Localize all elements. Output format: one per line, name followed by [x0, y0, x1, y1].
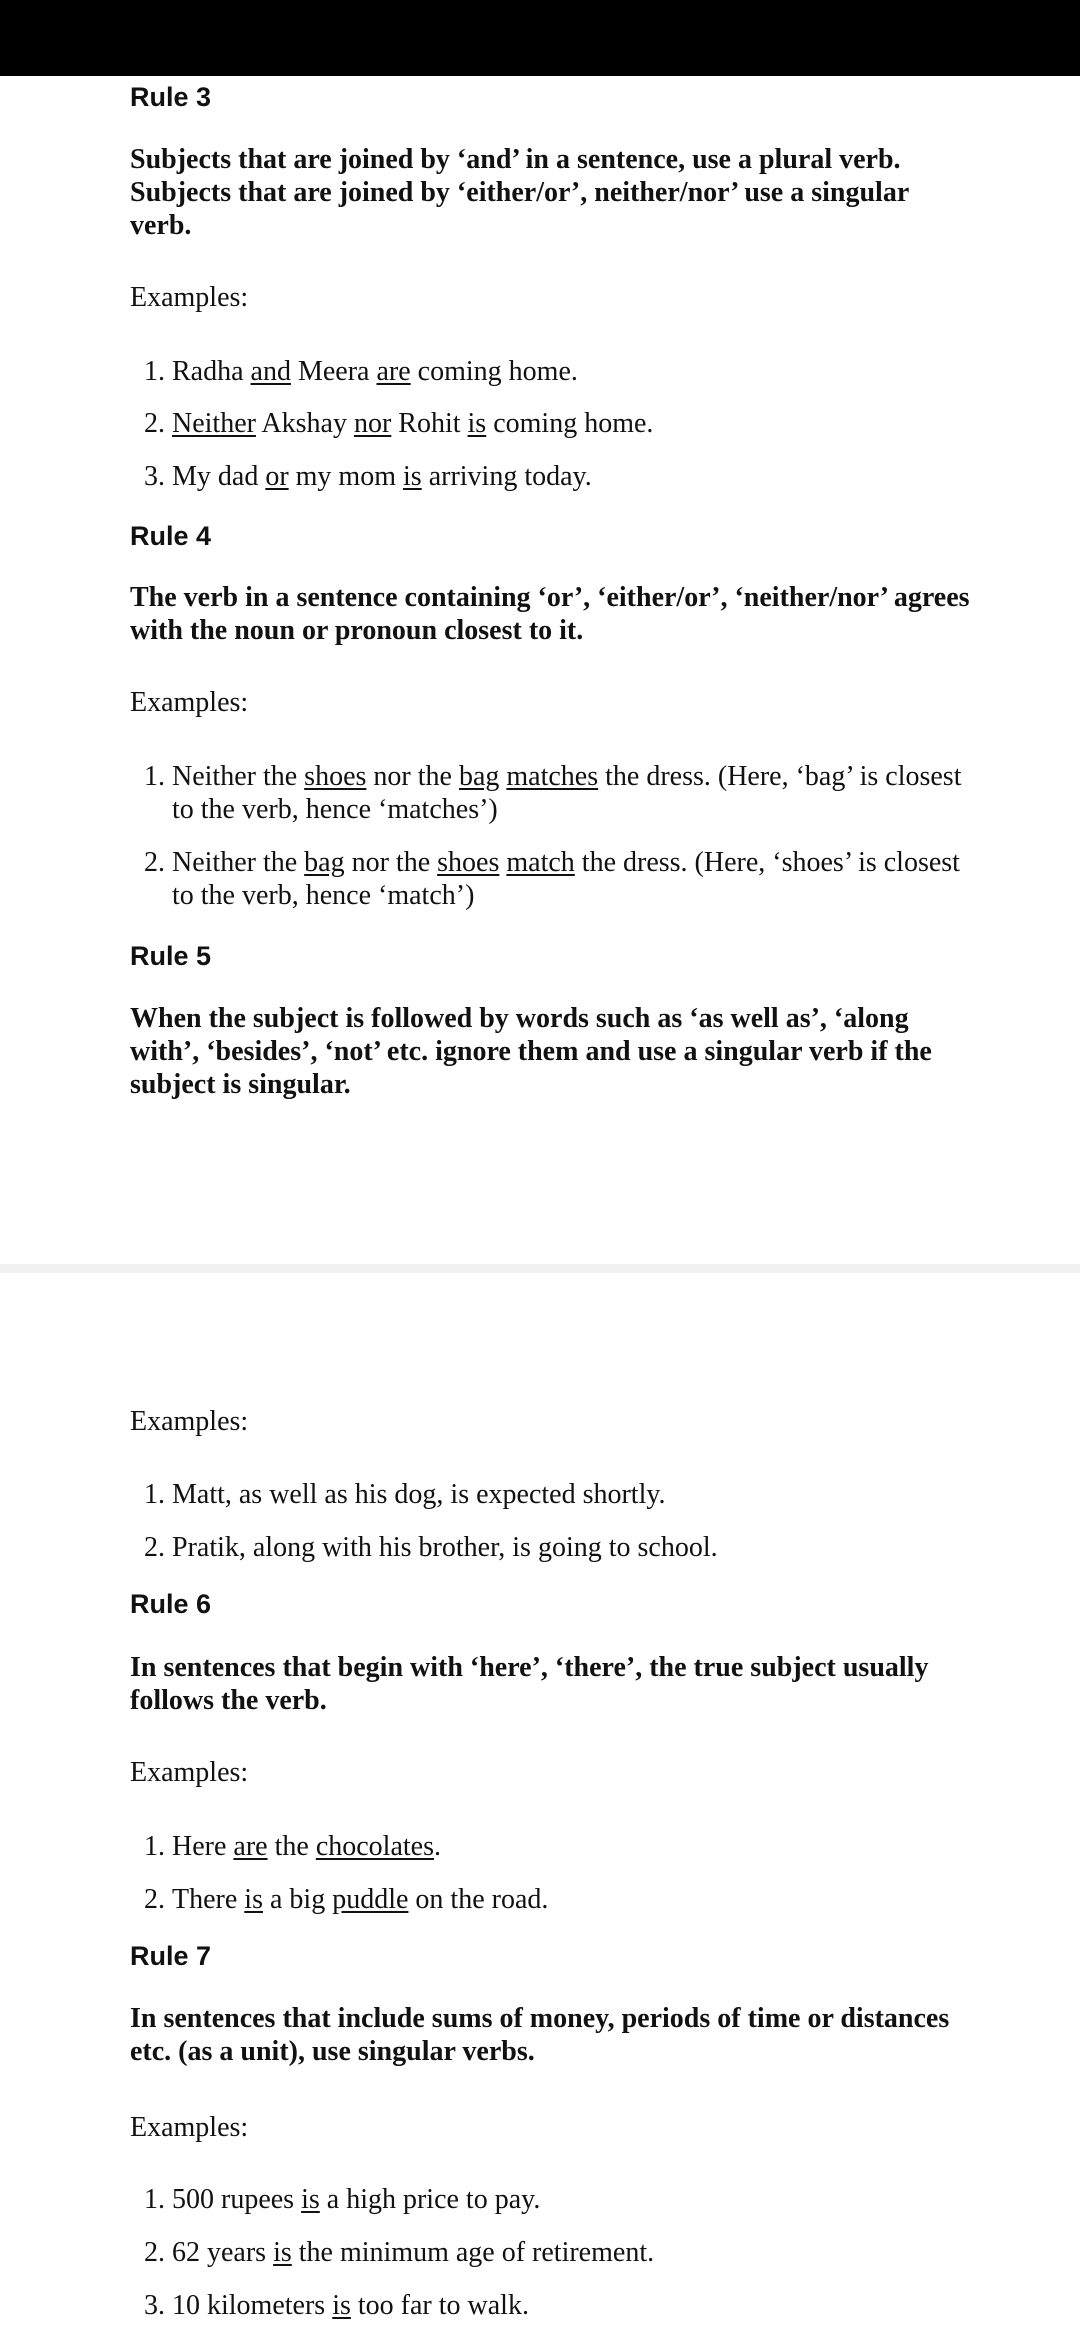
rule-6-section: [130, 1587, 970, 1621]
underlined-word: bag: [304, 847, 345, 878]
rule-statement: Subjects that are joined by ‘and’ in a sentence, use a plural verb. Subjects that are joined by ‘either/or’, neither/nor’ use a singular verb.: [130, 144, 909, 241]
underlined-word: is: [244, 1884, 263, 1915]
examples-list: [130, 355, 970, 493]
underlined-word: is: [301, 2184, 320, 2215]
underlined-word: and: [250, 356, 291, 387]
example-item: 1. Here are the chocolates.: [172, 1830, 970, 1883]
underlined-word: bag: [458, 761, 500, 792]
rule-statement: In sentences that include sums of money, periods of time or distances etc. (as a unit), use singular verbs.: [130, 2003, 950, 2067]
underlined-word: nor: [353, 408, 392, 439]
rule-4-examples-wrap: [130, 760, 970, 912]
rule-4-section: [130, 519, 970, 553]
rule-6-statement-wrap: [130, 1651, 970, 1717]
rule-heading: Rule 5: [130, 941, 212, 971]
examples-label: Examples:: [130, 1406, 249, 1437]
rule-4-statement-wrap: [130, 581, 970, 647]
examples-list: [130, 2183, 970, 2322]
rule-3-section: [130, 80, 970, 114]
underlined-word: is: [332, 2290, 351, 2321]
status-bar: [0, 0, 1080, 76]
rule-5-section: [130, 939, 970, 973]
rule-3-statement-wrap: [130, 143, 970, 242]
underlined-word: are: [376, 356, 411, 387]
underlined-word: matches: [506, 761, 599, 792]
rule-5-examples-label-wrap: [130, 1405, 970, 1438]
underlined-word: match: [506, 847, 575, 878]
examples-list: [130, 1478, 970, 1564]
example-item: 2. There is a big puddle on the road.: [172, 1883, 970, 1916]
example-item: 1. Matt, as well as his dog, is expected shortly.: [172, 1478, 970, 1531]
document-page-1[interactable]: [0, 76, 1080, 1266]
underlined-word: is: [273, 2237, 292, 2268]
rule-7-section: [130, 1939, 970, 1973]
underlined-word: is: [467, 408, 487, 439]
underlined-word: shoes: [304, 761, 367, 792]
examples-label: Examples:: [130, 1757, 249, 1788]
underlined-word: Neither: [172, 408, 256, 439]
example-item: 2. Pratik, along with his brother, is going to school.: [172, 1531, 970, 1564]
rule-6-examples-label-wrap: [130, 1756, 970, 1789]
rule-4-examples-label-wrap: [130, 686, 970, 719]
example-item: 1. Neither the shoes nor the bag matches the dress. (Here, ‘bag’ is closest to the verb, hence ‘matches’): [172, 760, 970, 846]
rule-7-examples-label-wrap: [130, 2111, 970, 2144]
page-divider: [0, 1264, 1080, 1273]
example-item: 1. 500 rupees is a high price to pay.: [172, 2183, 970, 2236]
underlined-word: puddle: [332, 1884, 409, 1915]
rule-heading: Rule 6: [130, 1589, 212, 1619]
example-item: 2. Neither the bag nor the shoes match the dress. (Here, ‘shoes’ is closest to the verb, hence ‘match’): [172, 846, 970, 912]
rule-statement: When the subject is followed by words such as ‘as well as’, ‘along with’, ‘besides’, ‘not’ etc. ignore them and use a singular verb if the subject is singular.: [130, 1003, 932, 1100]
rule-5-statement-wrap: [130, 1002, 970, 1101]
rule-statement: The verb in a sentence containing ‘or’, ‘either/or’, ‘neither/nor’ agrees with the noun or pronoun closest to it.: [130, 582, 970, 646]
rule-statement: In sentences that begin with ‘here’, ‘there’, the true subject usually follows the verb.: [130, 1652, 929, 1716]
rule-3-examples-wrap: [130, 355, 970, 493]
underlined-word: or: [265, 461, 289, 492]
rule-5-examples-wrap: [130, 1478, 970, 1564]
rule-heading: Rule 3: [130, 82, 212, 112]
underlined-word: are: [233, 1831, 268, 1862]
examples-label: Examples:: [130, 282, 249, 313]
rule-7-statement-wrap: [130, 2002, 970, 2068]
example-item: 1. Radha and Meera are coming home.: [172, 355, 970, 407]
document-page-2[interactable]: [0, 1273, 1080, 2340]
underlined-word: chocolates: [315, 1831, 434, 1862]
rule-7-examples-wrap: [130, 2183, 970, 2322]
rule-6-examples-wrap: [130, 1830, 970, 1916]
examples-label: Examples:: [130, 687, 249, 718]
rule-heading: Rule 4: [130, 521, 212, 551]
examples-list: [130, 1830, 970, 1916]
underlined-word: shoes: [437, 847, 500, 878]
example-item: 3. 10 kilometers is too far to walk.: [172, 2289, 970, 2322]
rule-heading: Rule 7: [130, 1941, 212, 1971]
underlined-word: is: [403, 461, 422, 492]
example-item: 2. 62 years is the minimum age of retirement.: [172, 2236, 970, 2289]
examples-label: Examples:: [130, 2112, 249, 2143]
example-item: 3. My dad or my mom is arriving today.: [172, 460, 970, 493]
example-item: 2. Neither Akshay nor Rohit is coming home.: [172, 407, 970, 460]
rule-3-examples-label-wrap: [130, 281, 970, 314]
examples-list: [130, 760, 970, 912]
